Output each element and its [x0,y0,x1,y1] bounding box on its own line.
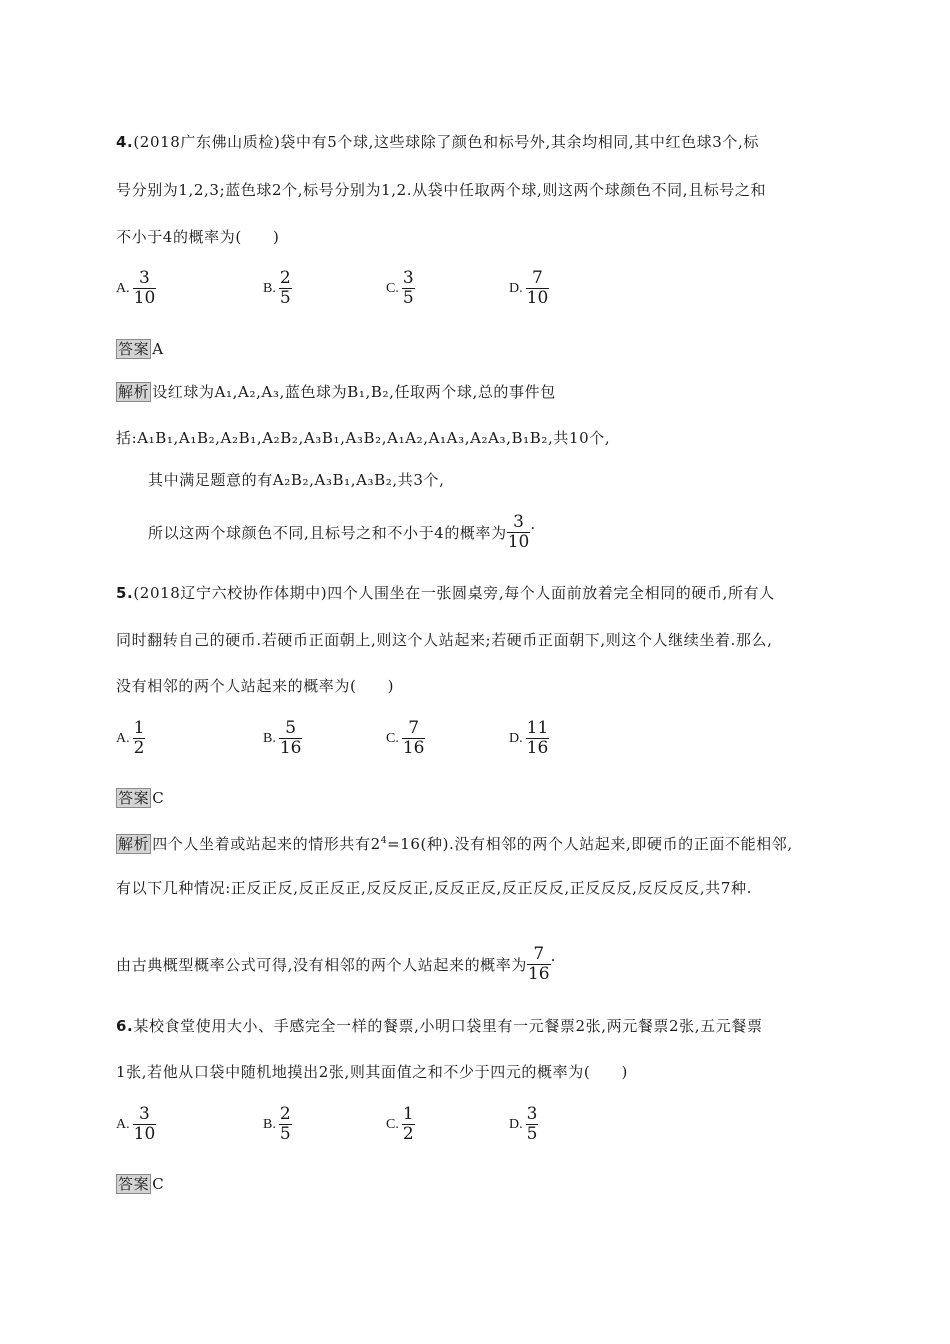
numerator: 11 [526,718,549,738]
q6-number: 6. [116,1017,134,1035]
q5-answer [116,788,164,808]
q4-option-c-label: C. [386,280,399,296]
q4-option-b-fraction [279,269,292,308]
q6-stem-line1 [116,1016,763,1036]
q4-option-a [116,269,156,308]
denominator: 2 [402,1124,414,1144]
denominator: 10 [133,288,156,308]
q6-option-b-label: B. [263,1116,276,1132]
q5-stem-line2: 同时翻转自己的硬币.若硬币正面朝上,则这个人站起来;若硬币正面朝下,则这个人继续坐着.那么, [116,631,773,649]
period: . [530,515,536,533]
q6-option-c [386,1105,415,1144]
q5-option-b-label: B. [263,730,276,746]
q5-option-c-label: C. [386,730,399,746]
q6-option-d [509,1105,538,1144]
q5-option-b-fraction [279,719,303,758]
period: . [550,947,556,965]
q6-option-a-label: A. [116,1116,130,1132]
denominator: 10 [133,1124,156,1144]
numerator: 7 [532,268,543,288]
denominator: 16 [526,738,549,758]
answer-tag: 答案 [118,789,150,807]
q5-number: 5. [116,584,134,602]
denominator: 16 [279,738,302,758]
q5-analysis-text-1b: =16(种).没有相邻的两个人站起来,即硬币的正面不能相邻, [387,835,793,853]
q4-analysis-line3: 其中满足题意的有A₂B₂,A₃B₁,A₃B₂,共3个, [148,471,445,489]
q5-analysis-line1 [116,831,793,854]
numerator: 1 [133,718,145,738]
q5-option-c [386,719,425,758]
q4-analysis-line2: 括:A₁B₁,A₁B₂,A₂B₁,A₂B₂,A₃B₁,A₃B₂,A₁A₂,A₁A₃,A₂A₃,B₁B₂,共10个, [116,429,611,447]
q5-analysis-text-1a: 四个人坐着或站起来的情形共有2 [152,835,381,853]
q4-analysis-line1 [116,382,556,402]
numerator: 3 [402,268,414,288]
q5-analysis-fraction [527,945,551,984]
numerator: 2 [279,1104,291,1124]
q4-option-d-label: D. [509,280,523,296]
denominator: 5 [279,288,291,308]
numerator: 2 [279,268,291,288]
q4-answer-value: A [152,340,164,358]
q4-option-b-label: B. [263,280,276,296]
numerator: 5 [285,718,297,738]
q4-option-a-label: A. [116,280,130,296]
q5-analysis-line2: 有以下几种情况:正反正反,反正反正,反反反正,反反正反,反正反反,正反反反,反反反反,共7种. [116,879,752,897]
q6-option-b-fraction [279,1105,292,1144]
answer-tag: 答案 [118,1175,150,1193]
denominator: 5 [279,1124,291,1144]
q4-analysis-text-1: 设红球为A₁,A₂,A₃,蓝色球为B₁,B₂,任取两个球,总的事件包 [152,383,556,401]
numerator: 3 [526,1104,538,1124]
q5-option-a-label: A. [116,730,130,746]
q6-option-a-fraction [133,1105,157,1144]
numerator: 7 [533,944,545,964]
q6-option-c-label: C. [386,1116,399,1132]
q6-stem-text-1: 某校食堂使用大小、手感完全一样的餐票,小明口袋里有一元餐票2张,两元餐票2张,五元餐票 [133,1017,763,1035]
q4-analysis-line4 [148,513,535,552]
denominator: 10 [526,288,549,308]
numerator: 3 [139,1104,150,1124]
q4-option-c-fraction [402,269,415,308]
q4-option-d [509,269,549,308]
q5-stem-text-1: (2018辽宁六校协作体期中)四个人围坐在一张圆桌旁,每个人面前放着完全相同的硬币,所有人 [133,584,775,602]
analysis-tag: 解析 [118,383,150,401]
q6-option-d-fraction [526,1105,539,1144]
denominator: 5 [526,1124,538,1144]
q5-option-c-fraction [402,719,426,758]
analysis-tag: 解析 [118,835,150,853]
q4-option-b [263,269,292,308]
denominator: 10 [507,532,530,552]
q5-answer-value: C [152,789,165,807]
denominator: 16 [527,964,550,984]
q5-analysis-line3 [116,945,555,984]
q5-option-d [509,719,549,758]
q4-stem-line1 [116,132,759,152]
q4-option-d-fraction [526,269,550,308]
q5-stem-line3: 没有相邻的两个人站起来的概率为( ) [116,677,395,695]
q4-stem-line2: 号分别为1,2,3;蓝色球2个,标号分别为1,2.从袋中任取两个球,则这两个球颜色不同,且标号之和 [116,181,767,199]
q4-answer [116,339,164,359]
numerator: 3 [139,268,150,288]
answer-tag: 答案 [118,340,150,358]
denominator: 2 [133,738,145,758]
q5-option-d-fraction [526,719,550,758]
q5-analysis-text-3: 由古典概型概率公式可得,没有相邻的两个人站起来的概率为 [116,955,527,974]
q6-answer [116,1174,164,1194]
q6-option-c-fraction [402,1105,415,1144]
numerator: 7 [408,718,420,738]
q6-option-d-label: D. [509,1116,523,1132]
denominator: 16 [402,738,425,758]
q6-option-a [116,1105,156,1144]
denominator: 5 [402,288,414,308]
numerator: 1 [402,1104,414,1124]
q5-option-d-label: D. [509,730,523,746]
q6-option-b [263,1105,292,1144]
q6-answer-value: C [152,1175,165,1193]
q5-stem-line1 [116,583,775,603]
q5-option-b [263,719,302,758]
q4-option-a-fraction [133,269,157,308]
q4-number: 4. [116,133,134,151]
q4-stem-text-1: (2018广东佛山质检)袋中有5个球,这些球除了颜色和标号外,其余均相同,其中红色球3个,标 [133,133,759,151]
q4-stem-line3: 不小于4的概率为( ) [116,228,280,246]
q5-option-a-fraction [133,719,146,758]
q4-analysis-text-4: 所以这两个球颜色不同,且标号之和不小于4的概率为 [148,523,507,542]
numerator: 3 [513,512,524,532]
q4-analysis-fraction [507,513,531,552]
exponent: 4 [380,836,388,846]
q6-stem-line2: 1张,若他从口袋中随机地摸出2张,则其面值之和不少于四元的概率为( ) [116,1063,628,1081]
q5-option-a [116,719,145,758]
q4-option-c [386,269,415,308]
